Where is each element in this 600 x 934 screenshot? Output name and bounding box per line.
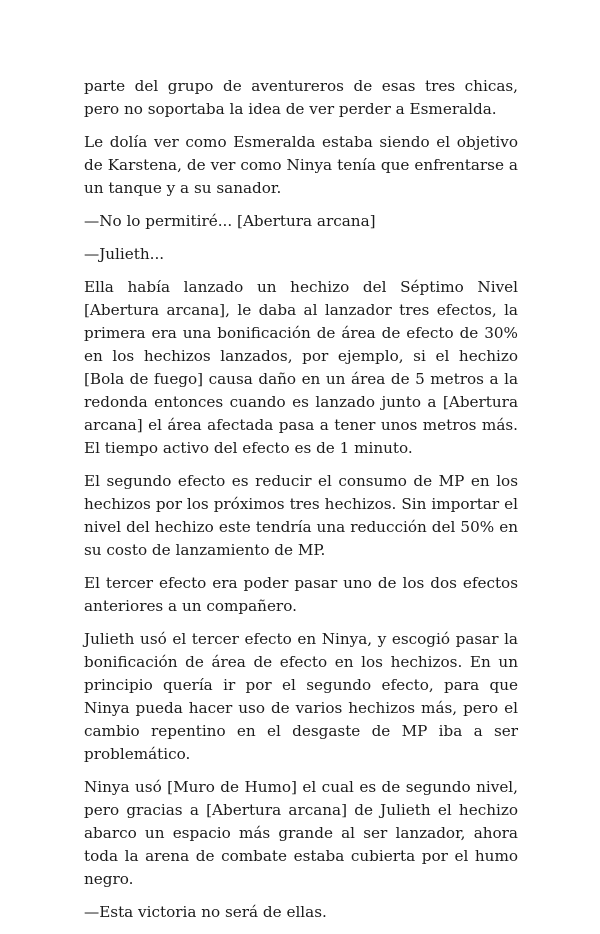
paragraph: Ella había lanzado un hechizo del Séptimo Nivel [Abertura arcana], le daba al lanzador tres efectos, la primera era una bonificación de área de efecto de 30% en los hechizos lanzados, por ejemplo, si el hechizo [Bola de fuego] causa daño en un área de 5 metros a la redonda entonces cuando es lanzado junto a [Abertura arcana] el área afectada pasa a tener unos metros más. El tiempo activo del efecto es de 1 minuto.: [84, 278, 518, 457]
paragraph: Ninya usó [Muro de Humo] el cual es de segundo nivel, pero gracias a [Abertura arcana] de Julieth el hechizo abarco un espacio más grande al ser lanzador, ahora toda la arena de combate estaba cubierta por el humo negro.: [84, 778, 518, 888]
dialogue-line: —No lo permitiré... [Abertura arcana]: [84, 212, 376, 230]
page-body: [84, 75, 518, 934]
paragraph: Le dolía ver como Esmeralda estaba siendo el objetivo de Karstena, de ver como Ninya tenía que enfrentarse a un tanque y a su sanador.: [84, 133, 518, 197]
paragraph: parte del grupo de aventureros de esas tres chicas, pero no soportaba la idea de ver perder a Esmeralda.: [84, 77, 518, 118]
dialogue-line: —Julieth...: [84, 245, 165, 263]
paragraph: Julieth usó el tercer efecto en Ninya, y escogió pasar la bonificación de área de efecto en los hechizos. En un principio quería ir por el segundo efecto, para que Ninya pueda hacer uso de varios hechizos más, pero el cambio repentino en el desgaste de MP iba a ser problemático.: [84, 630, 518, 763]
paragraph: El tercer efecto era poder pasar uno de los dos efectos anteriores a un compañero.: [84, 574, 518, 615]
paragraph: El segundo efecto es reducir el consumo de MP en los hechizos por los próximos tres hechizos. Sin importar el nivel del hechizo este tendría una reducción del 50% en su costo de lanzamiento de MP.: [84, 472, 518, 559]
dialogue-line: —Esta victoria no será de ellas.: [84, 903, 327, 921]
